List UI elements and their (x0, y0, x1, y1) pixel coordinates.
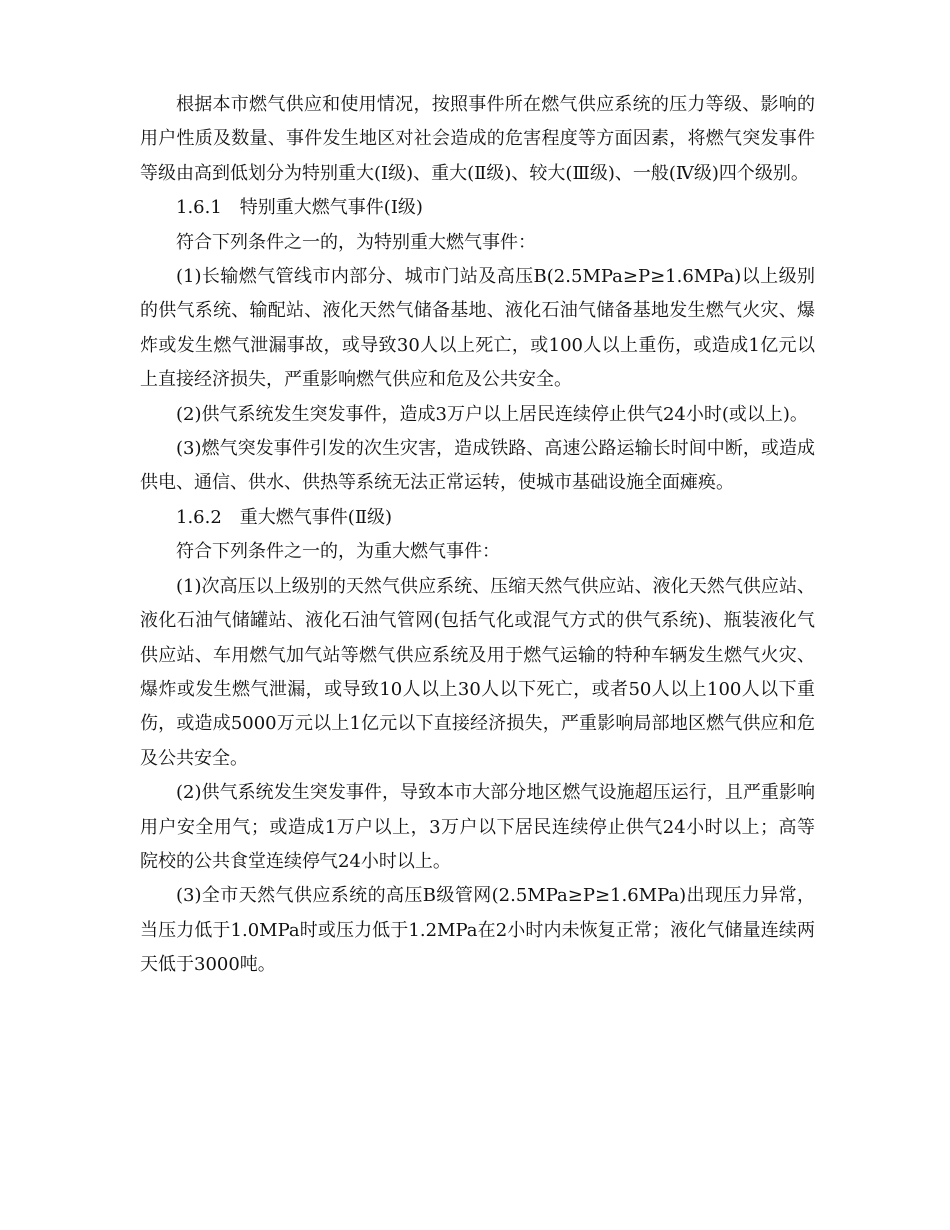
paragraph: (2)供气系统发生突发事件，造成3万户以上居民连续停止供气24小时(或以上)。 (176, 403, 808, 425)
intro-paragraph: 根据本市燃气供应和使用情况，按照事件所在燃气供应系统的压力等级、影响的用户性质及数量、事件发生地区对社会造成的危害程度等方面因素，将燃气突发事件等级由高到低划分为特别重大(Ⅰ级)、重大(Ⅱ级)、较大(Ⅲ级)、一般(Ⅳ级)四个级别。 (140, 94, 815, 184)
paragraph: (1)次高压以上级别的天然气供应系统、压缩天然气供应站、液化天然气供应站、液化石油气储罐站、液化石油气管网(包括气化或混气方式的供气系统)、瓶装液化气供应站、车用燃气加气站等燃气供应系统及用于燃气运输的特种车辆发生燃气火灾、爆炸或发生燃气泄漏，或导致10人以上30人以下死亡，或者50人以上100人以下重伤，或造成5000万元以上1亿元以下直接经济损失，严重影响局部地区燃气供应和危及公共安全。 (140, 575, 815, 769)
section-heading-1-6-1: 1.6.1 特别重大燃气事件(Ⅰ级) (176, 197, 423, 219)
paragraph: 符合下列条件之一的，为重大燃气事件： (176, 541, 500, 563)
paragraph: (2)供气系统发生突发事件，导致本市大部分地区燃气设施超压运行，且严重影响用户安全用气；或造成1万户以上，3万户以下居民连续停止供气24小时以上；高等院校的公共食堂连续停气24小时以上。 (140, 782, 815, 872)
paragraph: 符合下列条件之一的，为特别重大燃气事件： (176, 231, 536, 253)
paragraph: (3)燃气突发事件引发的次生灾害，造成铁路、高速公路运输长时间中断，或造成供电、通信、供水、供热等系统无法正常运转，使城市基础设施全面瘫痪。 (140, 438, 815, 494)
section-heading-1-6-2: 1.6.2 重大燃气事件(Ⅱ级) (176, 506, 393, 528)
paragraph: (1)长输燃气管线市内部分、城市门站及高压B(2.5MPa≥P≥1.6MPa)以上级别的供气系统、输配站、液化天然气储备基地、液化石油气储备基地发生燃气火灾、爆炸或发生燃气泄漏事故，或导致30人以上死亡，或100人以上重伤，或造成1亿元以上直接经济损失，严重影响燃气供应和危及公共安全。 (140, 266, 815, 391)
document-body (140, 88, 815, 983)
paragraph: (3)全市天然气供应系统的高压B级管网(2.5MPa≥P≥1.6MPa)出现压力异常，当压力低于1.0MPa时或压力低于1.2MPa在2小时内未恢复正常；液化气储量连续两天低于3000吨。 (140, 885, 815, 976)
